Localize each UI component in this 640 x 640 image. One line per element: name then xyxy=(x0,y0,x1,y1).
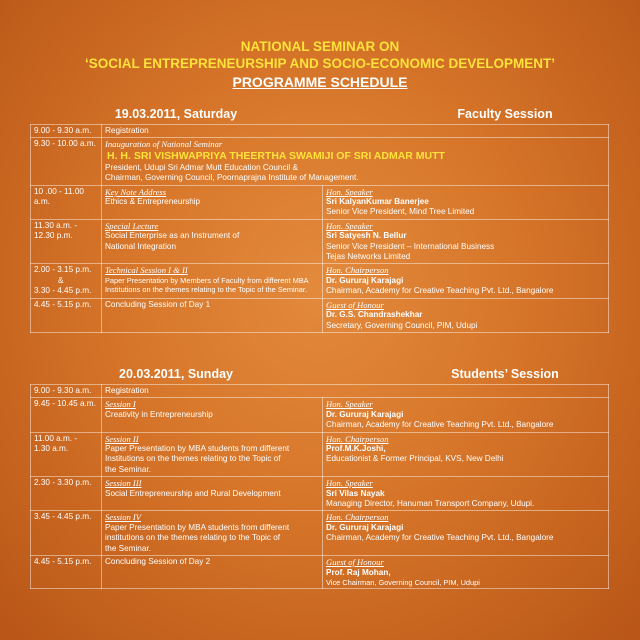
speaker-title: Vice Chairman, Governing Council, PIM, Udupi xyxy=(326,577,480,587)
event-role: Session I xyxy=(105,399,136,410)
time-cell: 9.00 - 9.30 a.m. xyxy=(31,385,102,398)
speaker-cell xyxy=(323,511,609,556)
event-role: Technical Session I & II xyxy=(105,265,188,276)
speaker-title: Secretary, Governing Council, PIM, Udupi xyxy=(326,320,478,330)
event-cell: Registration xyxy=(102,125,609,138)
speaker-role: Hon. Speaker xyxy=(326,186,373,197)
event-cell xyxy=(102,432,323,477)
seminar-title-line2: ‘SOCIAL ENTREPRENEURSHIP AND SOCIO-ECONOMIC DEVELOPMENT’ xyxy=(84,56,556,71)
event-title-line: the Seminar. xyxy=(105,464,151,474)
speaker-role: Hon. Chairperson xyxy=(326,433,389,444)
day1-session-type: Faculty Session xyxy=(457,107,553,121)
event-title: Ethics & Entrepreneurship xyxy=(105,197,201,207)
day2-session-type: Students’ Session xyxy=(451,367,559,381)
speaker-name: Sri Satyesh N. Bellur xyxy=(326,231,407,241)
event-cell: Concluding Session of Day 1 xyxy=(102,298,323,332)
speaker-name: Sri KalyanKumar Banerjee xyxy=(326,197,429,207)
event-cell xyxy=(102,219,323,264)
speaker-role: Guest of Honour xyxy=(326,299,384,310)
day2-header xyxy=(30,364,608,384)
table-row xyxy=(31,298,609,332)
table-row xyxy=(31,398,609,432)
speaker-title: Senior Vice President – International Business xyxy=(326,241,495,251)
event-title-line: Paper Presentation by MBA students from different xyxy=(105,522,290,532)
event-role: Session III xyxy=(105,478,142,489)
speaker-name: Prof. Raj Mohan, xyxy=(326,567,391,577)
event-role: Inauguration of National Seminar xyxy=(105,139,223,150)
day1-header xyxy=(30,104,608,124)
day2-schedule xyxy=(30,364,608,589)
event-role: Key Note Address xyxy=(105,186,167,197)
speaker-title: Senior Vice President, Mind Tree Limited xyxy=(326,207,475,217)
table-row xyxy=(31,264,609,298)
chief-guest-title-line2: Chairman, Governing Council, Poornaprajna Institute of Management. xyxy=(105,173,359,183)
event-title: Social Entrepreneurship and Rural Development xyxy=(105,488,281,498)
event-title-line: Institutions on the themes relating to the Topic of xyxy=(105,454,281,464)
event-cell xyxy=(102,511,323,556)
time-cell: 9.00 - 9.30 a.m. xyxy=(31,125,102,138)
event-title: Creativity in Entrepreneurship xyxy=(105,409,213,419)
speaker-role: Hon. Speaker xyxy=(326,478,373,489)
day1-table xyxy=(30,124,609,333)
speaker-cell xyxy=(323,432,609,477)
time-line: 11.00 a.m. - xyxy=(34,433,78,443)
speaker-role: Hon. Chairperson xyxy=(326,512,389,523)
speaker-name: Sri Vilas Nayak xyxy=(326,488,385,498)
time-cell: 10 .00 - 11.00 a.m. xyxy=(31,185,102,219)
event-title-line: Paper Presentation by MBA students from different xyxy=(105,444,290,454)
speaker-cell xyxy=(323,398,609,432)
speaker-name: Dr. Gururaj Karajagi xyxy=(326,275,404,285)
speaker-title: Chairman, Academy for Creative Teaching Pvt. Ltd., Bangalore xyxy=(326,420,554,430)
speaker-title: Chairman, Academy for Creative Teaching Pvt. Ltd., Bangalore xyxy=(326,286,554,296)
seminar-title-line1: NATIONAL SEMINAR ON xyxy=(240,39,400,54)
day1-schedule xyxy=(30,104,608,333)
speaker-title: Chairman, Academy for Creative Teaching Pvt. Ltd., Bangalore xyxy=(326,533,554,543)
speaker-role: Guest of Honour xyxy=(326,557,384,568)
event-title-line: National Integration xyxy=(105,241,177,251)
table-row xyxy=(31,185,609,219)
inauguration-cell xyxy=(102,138,609,185)
event-title-line: Institutions on the themes relating to the Topic of the Seminar. xyxy=(105,285,307,295)
speaker-role: Hon. Chairperson xyxy=(326,265,389,276)
speaker-name: Dr. Gururaj Karajagi xyxy=(326,409,404,419)
table-row xyxy=(31,125,609,138)
speaker-name: Dr. Gururaj Karajagi xyxy=(326,522,404,532)
time-cell: 9.30 - 10.00 a.m. xyxy=(31,138,102,185)
speaker-title: Managing Director, Hanuman Transport Company, Udupi. xyxy=(326,499,535,509)
table-row xyxy=(31,385,609,398)
programme-schedule-heading: PROGRAMME SCHEDULE xyxy=(232,74,408,90)
event-cell: Registration xyxy=(102,385,609,398)
speaker-cell xyxy=(323,556,609,589)
event-cell xyxy=(102,185,323,219)
speaker-title: Educationist & Former Principal, KVS, New Delhi xyxy=(326,454,504,464)
event-cell: Concluding Session of Day 2 xyxy=(102,556,323,589)
time-line: 11.30 a.m. - xyxy=(34,220,78,230)
table-row xyxy=(31,219,609,264)
table-row xyxy=(31,432,609,477)
event-title-line: Social Enterprise as an Instrument of xyxy=(105,231,240,241)
time-cell: 3.45 - 4.45 p.m. xyxy=(31,511,102,556)
time-cell: 4.45 - 5.15 p.m. xyxy=(31,556,102,589)
chief-guest-name: H. H. SRI VISHWAPRIYA THEERTHA SWAMIJI OF SRI ADMAR MUTT xyxy=(107,149,445,162)
event-role: Session IV xyxy=(105,512,142,523)
event-role: Session II xyxy=(105,433,139,444)
speaker-cell xyxy=(323,185,609,219)
time-line: 1.30 a.m. xyxy=(34,444,69,454)
time-line: & xyxy=(58,275,64,285)
speaker-name: Prof.M.K.Joshi, xyxy=(326,444,386,454)
time-cell: 9.45 - 10.45 a.m. xyxy=(31,398,102,432)
speaker-role: Hon. Speaker xyxy=(326,220,373,231)
speaker-role: Hon. Speaker xyxy=(326,399,373,410)
speaker-cell xyxy=(323,477,609,511)
speaker-cell xyxy=(323,264,609,298)
time-cell: 4.45 - 5.15 p.m. xyxy=(31,298,102,332)
speaker-cell xyxy=(323,298,609,332)
time-line: 2.00 - 3.15 p.m. xyxy=(34,265,92,275)
day1-date: 19.03.2011, Saturday xyxy=(114,107,238,121)
table-row xyxy=(31,556,609,589)
table-row xyxy=(31,138,609,185)
speaker-organisation: Tejas Networks Limited xyxy=(326,252,411,262)
event-title-line: Paper Presentation by Members of Faculty from different MBA xyxy=(105,275,309,285)
speaker-cell xyxy=(323,219,609,264)
time-line: 12.30 p.m. xyxy=(34,231,73,241)
event-role: Special Lecture xyxy=(105,220,159,231)
event-title-line: institutions on the themes relating to the Topic of xyxy=(105,533,281,543)
event-cell xyxy=(102,264,323,298)
day2-date: 20.03.2011, Sunday xyxy=(119,367,233,381)
speaker-name: Dr. G.S. Chandrashekhar xyxy=(326,310,423,320)
time-cell: 2.30 - 3.30 p.m. xyxy=(31,477,102,511)
chief-guest-title-line1: President, Udupi Sri Admar Mutt Education Council & xyxy=(105,162,298,172)
time-cell xyxy=(31,432,102,477)
day2-table xyxy=(30,384,609,589)
time-cell xyxy=(31,219,102,264)
event-title-line: the Seminar. xyxy=(105,543,151,553)
time-line: 3.30 - 4.45 p.m. xyxy=(34,286,92,296)
time-cell xyxy=(31,264,102,298)
table-row xyxy=(31,477,609,511)
event-cell xyxy=(102,398,323,432)
event-cell xyxy=(102,477,323,511)
table-row xyxy=(31,511,609,556)
